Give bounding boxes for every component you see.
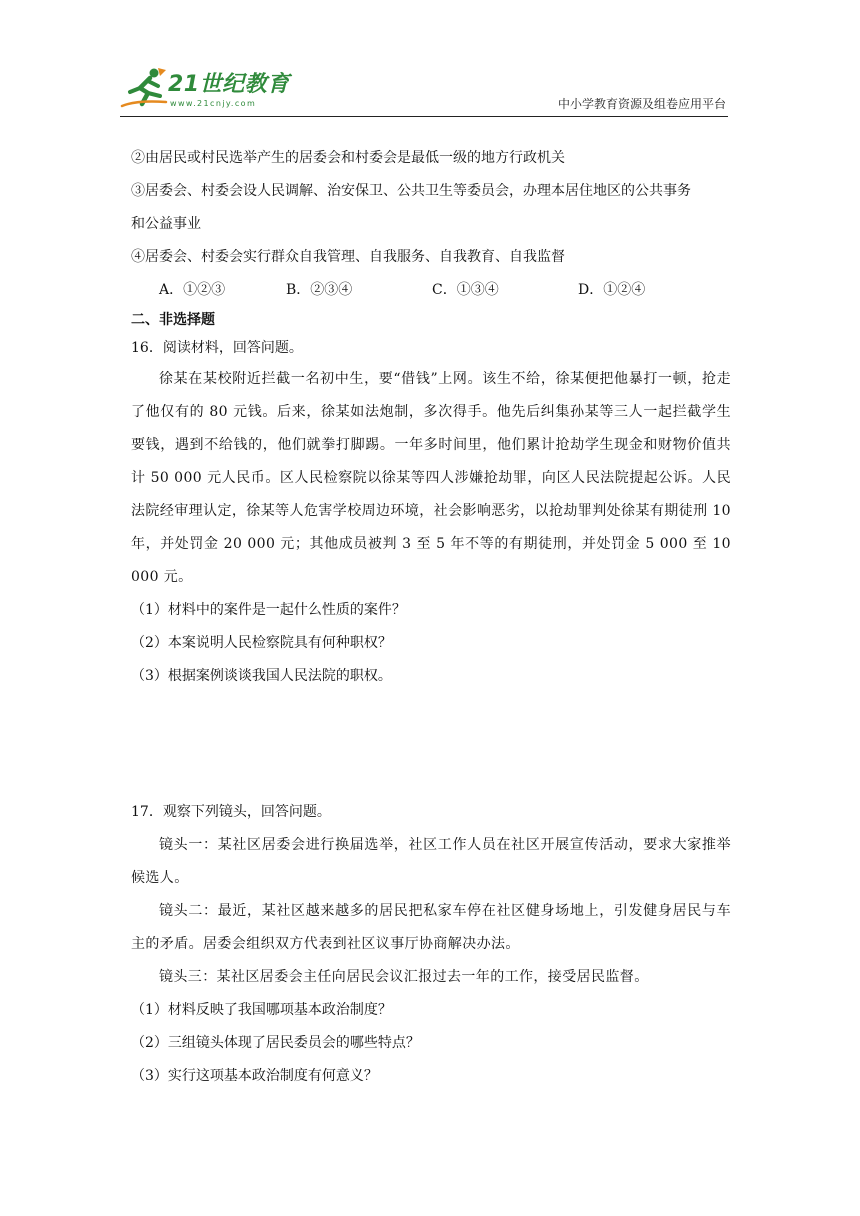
section-title: 二、非选择题 bbox=[131, 312, 215, 328]
q15-item-3-cont: 和公益事业 bbox=[131, 216, 201, 232]
runner-logo-icon bbox=[120, 66, 168, 110]
q16-question-3: （3）根据案例谈谈我国人民法院的职权。 bbox=[131, 668, 392, 684]
q16-question-2: （2）本案说明人民检察院具有何种职权？ bbox=[131, 635, 392, 651]
q17-scene-3: 镜头三：某社区居委会主任向居民会议汇报过去一年的工作，接受居民监督。 bbox=[159, 969, 649, 985]
q15-options bbox=[131, 274, 731, 307]
page-header bbox=[120, 62, 728, 117]
logo bbox=[120, 66, 300, 114]
q17-question-3: （3）实行这项基本政治制度有何意义？ bbox=[131, 1068, 378, 1084]
q17-scene-1: 镜头一：某社区居委会进行换届选举，社区工作人员在社区开展宣传活动，要求大家推举候选人。 bbox=[131, 837, 731, 886]
answer-space bbox=[131, 693, 731, 796]
logo-url: www.21cnjy.com bbox=[170, 99, 257, 108]
option-d[interactable]: D．①②④ bbox=[578, 282, 646, 298]
q15-item-4: ④居委会、村委会实行群众自我管理、自我服务、自我教育、自我监督 bbox=[131, 249, 565, 265]
q16-material: 徐某在某校附近拦截一名初中生，要“借钱”上网。该生不给，徐某便把他暴打一顿，抢走了他仅有的 80 元钱。后来，徐某如法炮制，多次得手。他先后纠集孙某等三人一起拦截学生要钱，遇到不给钱的，他们就拳打脚踢。一年多时间里，他们累计抢劫学生现金和财物价值共计 50 000 元人民币。区人民检察院以徐某等四人涉嫌抢劫罪，向区人民法院提起公诉。人民法院经审理认定，徐某等人危害学校周边环境，社会影响恶劣，以抢劫罪判处徐某有期徒刑 10 年，并处罚金 20 000 元；其他成员被判 3 至 5 年不等的有期徒刑，并处罚金 5 000 至 10 000 元。 bbox=[131, 371, 731, 585]
document-body bbox=[131, 142, 731, 1093]
q17-question-1: （1）材料反映了我国哪项基本政治制度？ bbox=[131, 1002, 392, 1018]
q15-item-2: ②由居民或村民选举产生的居委会和村委会是最低一级的地方行政机关 bbox=[131, 150, 565, 166]
q16-stem: 16．阅读材料，回答问题。 bbox=[131, 340, 303, 356]
logo-text: 21世纪教育 bbox=[168, 72, 290, 97]
option-a[interactable]: A．①②③ bbox=[159, 282, 226, 298]
platform-name: 中小学教育资源及组卷应用平台 bbox=[557, 97, 726, 111]
q16-question-1: （1）材料中的案件是一起什么性质的案件？ bbox=[131, 602, 406, 618]
option-c[interactable]: C．①③④ bbox=[432, 282, 499, 298]
option-b[interactable]: B．②③④ bbox=[286, 282, 353, 298]
q15-item-3: ③居委会、村委会设人民调解、治安保卫、公共卫生等委员会，办理本居住地区的公共事务 bbox=[131, 183, 691, 199]
q17-scene-2: 镜头二：最近，某社区越来越多的居民把私家车停在社区健身场地上，引发健身居民与车主的矛盾。居委会组织双方代表到社区议事厅协商解决办法。 bbox=[131, 903, 731, 952]
q17-stem: 17．观察下列镜头，回答问题。 bbox=[131, 804, 331, 820]
q17-question-2: （2）三组镜头体现了居民委员会的哪些特点？ bbox=[131, 1035, 420, 1051]
